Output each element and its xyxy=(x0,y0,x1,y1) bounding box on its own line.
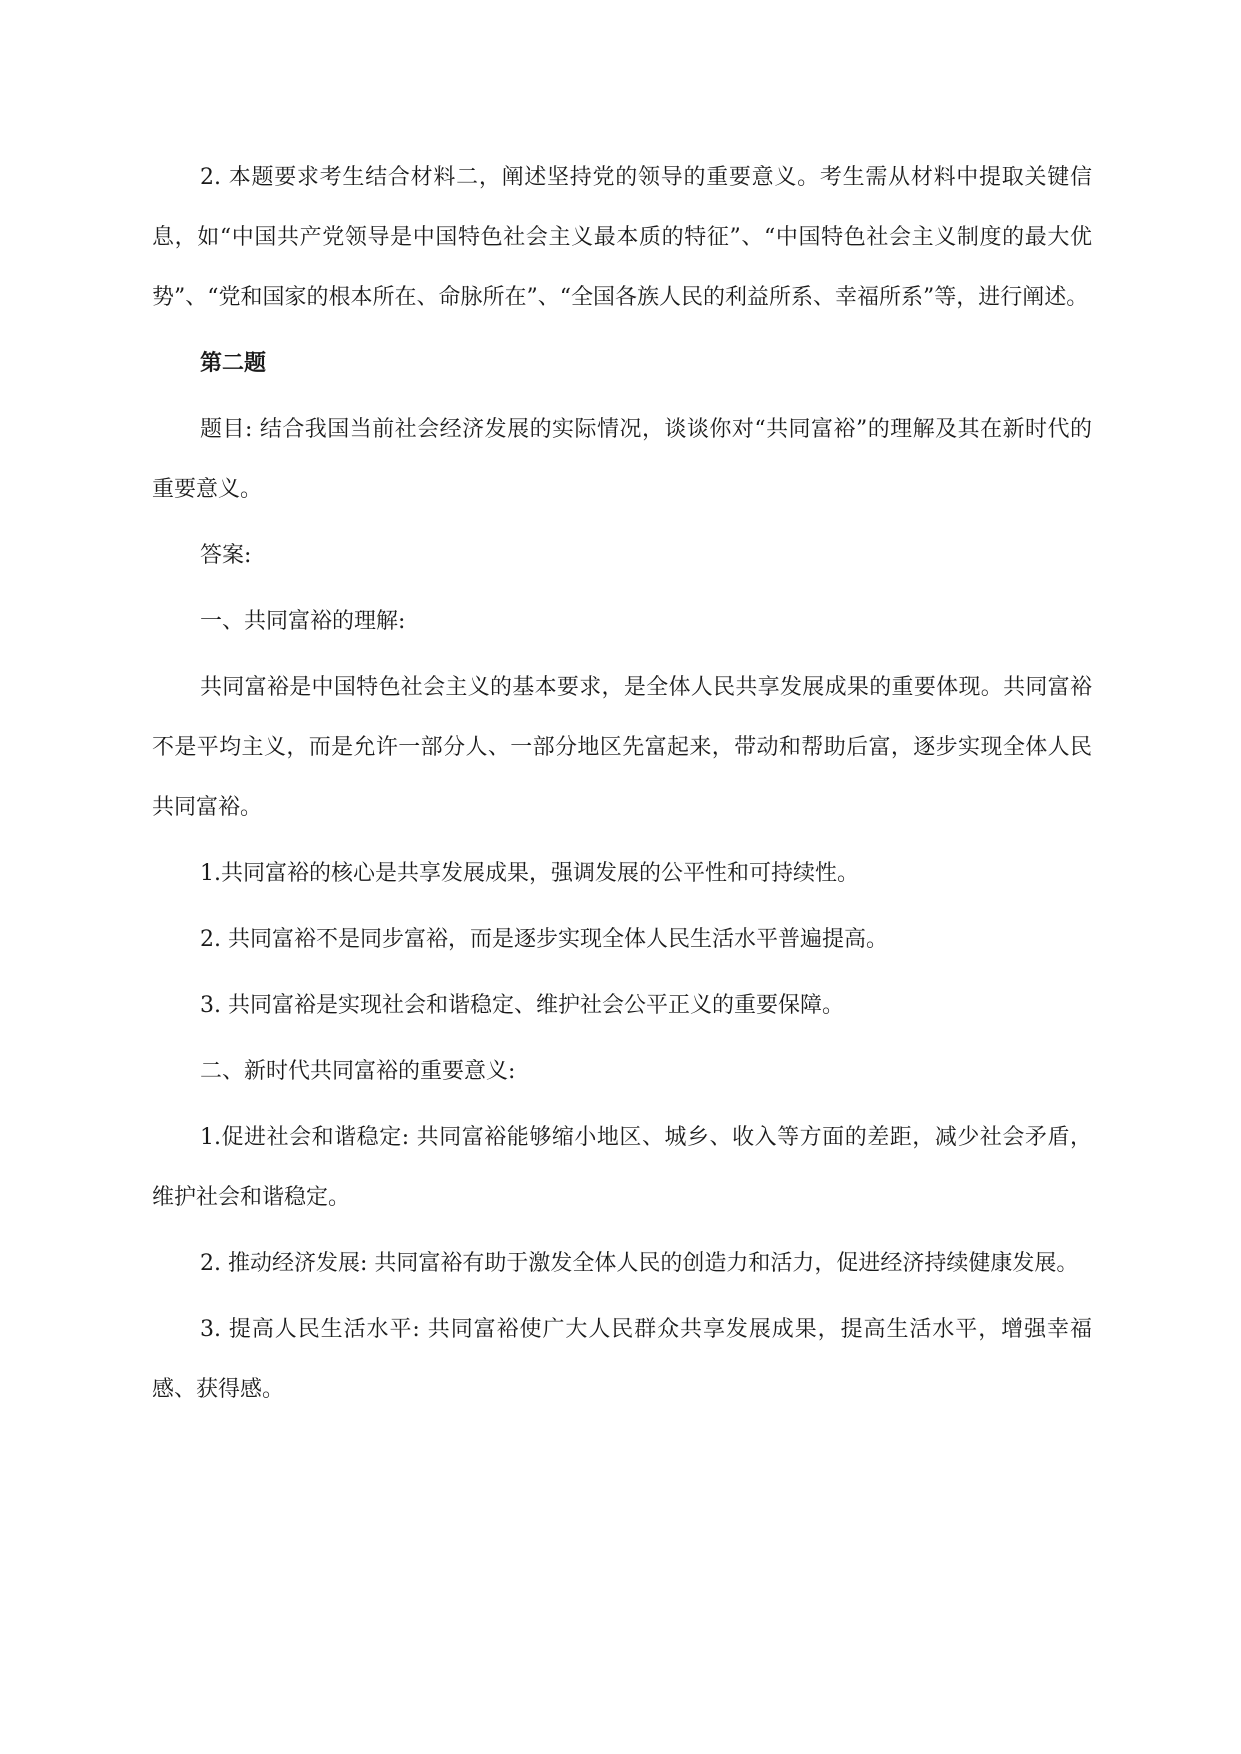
section-1-point: 2. 共同富裕不是同步富裕，而是逐步实现全体人民生活水平普遍提高。 xyxy=(200,927,888,952)
answer-label: 答案: xyxy=(200,543,252,568)
section-1-title: 一、共同富裕的理解: xyxy=(200,609,406,634)
paragraph-answer-2: 2. 本题要求考生结合材料二，阐述坚持党的领导的重要意义。考生需从材料中提取关键信息，如“中国共产党领导是中国特色社会主义最本质的特征”、“中国特色社会主义制度的最大优势”、“党和国家的根本所在、命脉所在”、“全国各族人民的利益所系、幸福所系”等，进行阐述。 xyxy=(152,165,1092,310)
section-2-point: 2. 推动经济发展: 共同富裕有助于激发全体人民的创造力和活力，促进经济持续健康发展。 xyxy=(200,1251,1079,1276)
document-body xyxy=(152,148,1092,1420)
question-text: 题目: 结合我国当前社会经济发展的实际情况，谈谈你对“共同富裕”的理解及其在新时代的重要意义。 xyxy=(152,417,1092,502)
section-2-point: 3. 提高人民生活水平: 共同富裕使广大人民群众共享发展成果，提高生活水平，增强幸福感、获得感。 xyxy=(152,1317,1092,1402)
section-1-intro: 共同富裕是中国特色社会主义的基本要求，是全体人民共享发展成果的重要体现。共同富裕不是平均主义，而是允许一部分人、一部分地区先富起来，带动和帮助后富，逐步实现全体人民共同富裕。 xyxy=(152,675,1092,820)
section-1-point: 1.共同富裕的核心是共享发展成果，强调发展的公平性和可持续性。 xyxy=(200,861,859,886)
section-2-title: 二、新时代共同富裕的重要意义: xyxy=(200,1059,516,1084)
section-1-point: 3. 共同富裕是实现社会和谐稳定、维护社会公平正义的重要保障。 xyxy=(200,993,844,1018)
section-heading-question-2: 第二题 xyxy=(200,351,267,376)
section-2-point: 1.促进社会和谐稳定: 共同富裕能够缩小地区、城乡、收入等方面的差距，减少社会矛盾，维护社会和谐稳定。 xyxy=(152,1125,1092,1210)
